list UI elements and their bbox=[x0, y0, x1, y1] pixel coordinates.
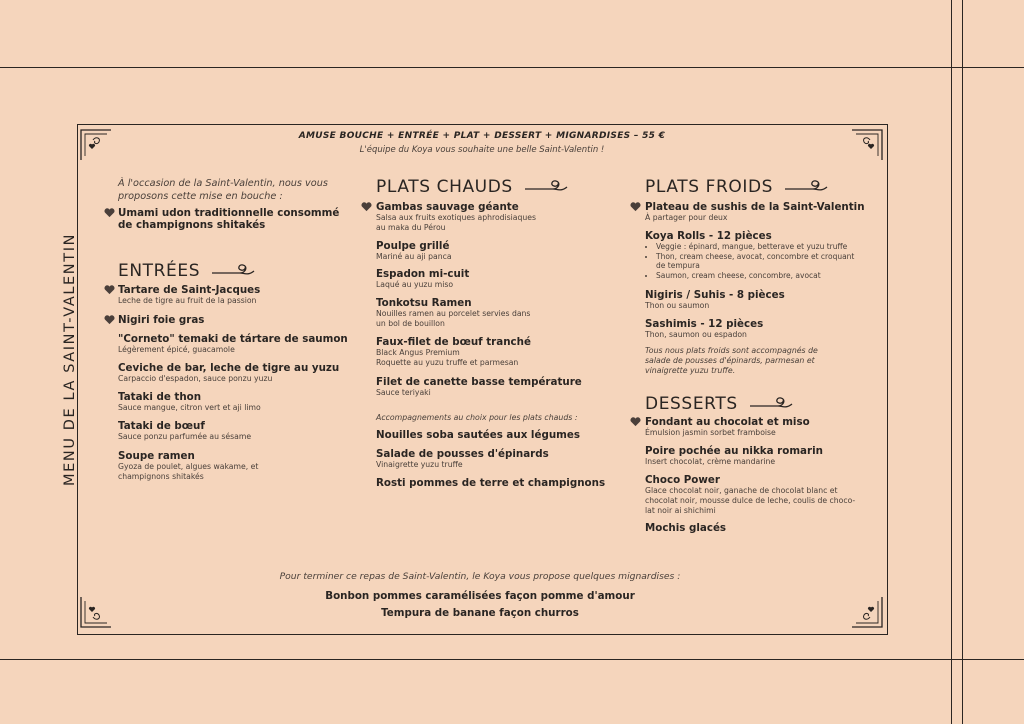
dessert-desc: Glace chocolat noir, ganache de chocolat blanc et bbox=[645, 486, 838, 495]
plat-chaud-desc-2: au maka du Pérou bbox=[376, 223, 446, 232]
heart-icon bbox=[104, 284, 115, 295]
entree-desc: Carpaccio d'espadon, sauce ponzu yuzu bbox=[118, 374, 273, 383]
entree-desc: Légèrement épicé, guacamole bbox=[118, 345, 235, 354]
plat-chaud-name: Filet de canette basse température bbox=[376, 376, 582, 388]
dessert-desc: Insert chocolat, crème mandarine bbox=[645, 457, 776, 466]
plat-chaud-desc: Nouilles ramen au porcelet servies dans bbox=[376, 309, 531, 318]
entree-desc: Sauce mangue, citron vert et aji limo bbox=[118, 403, 261, 412]
plat-chaud-desc-2: Roquette au yuzu truffe et parmesan bbox=[376, 358, 519, 367]
section-title-entrees bbox=[118, 261, 258, 281]
entree-name: Tataki de thon bbox=[118, 391, 202, 403]
plats-froids-title: PLATS FROIDS bbox=[645, 177, 774, 197]
bottom-rule bbox=[0, 659, 1024, 660]
entree-desc: Sauce ponzu parfumée au sésame bbox=[118, 432, 252, 441]
dessert-name: Mochis glacés bbox=[645, 522, 727, 534]
entree-desc: Gyoza de poulet, algues wakame, et bbox=[118, 462, 259, 471]
right-rule-2 bbox=[962, 0, 963, 724]
plat-chaud-name: Tonkotsu Ramen bbox=[376, 297, 472, 309]
plat-chaud-name: Espadon mi-cuit bbox=[376, 268, 470, 280]
sides-note: Accompagnements au choix pour les plats chauds : bbox=[376, 413, 578, 422]
swirl-ornament-icon bbox=[210, 263, 258, 279]
mignardises-intro: Pour terminer ce repas de Saint-Valentin, le Koya vous propose quelques mignardises : bbox=[279, 571, 681, 582]
swirl-ornament-icon bbox=[748, 396, 796, 412]
dessert-desc-2: chocolat noir, mousse dulce de leche, coulis de choco- bbox=[645, 496, 856, 505]
side-name: Nouilles soba sautées aux légumes bbox=[376, 429, 580, 441]
plat-chaud-desc: Sauce teriyaki bbox=[376, 388, 431, 397]
mignardise-item: Bonbon pommes caramélisées façon pomme d'amour bbox=[325, 590, 635, 602]
heart-icon bbox=[104, 314, 115, 325]
heart-icon bbox=[361, 201, 372, 212]
wish-line: L'équipe du Koya vous souhaite une belle Saint-Valentin ! bbox=[359, 145, 605, 155]
list-item: • Saumon, cream cheese, concombre, avocat bbox=[656, 271, 854, 281]
amuse-intro-1: À l'occasion de la Saint-Valentin, nous vous bbox=[118, 178, 328, 189]
dessert-name: Fondant au chocolat et miso bbox=[645, 416, 810, 428]
plat-chaud-name: Faux-filet de bœuf tranché bbox=[376, 336, 531, 348]
entrees-title: ENTRÉES bbox=[118, 261, 201, 281]
side-title: MENU DE LA SAINT-VALENTIN bbox=[62, 232, 78, 486]
entree-name: Tataki de bœuf bbox=[118, 420, 205, 432]
side-desc: Vinaigrette yuzu truffe bbox=[376, 460, 463, 469]
heart-icon bbox=[630, 416, 641, 427]
koya-rolls-list bbox=[645, 242, 854, 280]
plats-froids-note-3: vinaigrette yuzu truffe. bbox=[645, 366, 736, 375]
desserts-title: DESSERTS bbox=[645, 394, 738, 414]
amuse-item-1: Umami udon traditionnelle consommé bbox=[118, 207, 340, 219]
plat-chaud-desc: Laqué au yuzu miso bbox=[376, 280, 454, 289]
corner-ornament-bl bbox=[79, 595, 115, 631]
entree-name: Nigiri foie gras bbox=[118, 314, 205, 326]
dessert-name: Poire pochée au nikka romarin bbox=[645, 445, 823, 457]
plat-froid-name: Sashimis - 12 pièces bbox=[645, 318, 764, 330]
side-name: Salade de pousses d'épinards bbox=[376, 448, 549, 460]
section-title-plats-chauds bbox=[376, 177, 571, 197]
right-rule-1 bbox=[951, 0, 952, 724]
swirl-ornament-icon bbox=[523, 179, 571, 195]
plat-chaud-name: Poulpe grillé bbox=[376, 240, 450, 252]
corner-ornament-br bbox=[848, 595, 884, 631]
plat-froid-name: Plateau de sushis de la Saint-Valentin bbox=[645, 201, 865, 213]
dessert-name: Choco Power bbox=[645, 474, 720, 486]
plat-froid-desc: À partager pour deux bbox=[645, 213, 728, 222]
list-item: • Veggie : épinard, mangue, betterave et yuzu truffe bbox=[656, 242, 854, 252]
plat-chaud-desc: Salsa aux fruits exotiques aphrodisiaques bbox=[376, 213, 537, 222]
mignardise-item: Tempura de banane façon churros bbox=[381, 607, 579, 619]
plats-chauds-title: PLATS CHAUDS bbox=[376, 177, 513, 197]
section-title-desserts bbox=[645, 394, 796, 414]
amuse-item-2: de champignons shitakés bbox=[118, 219, 266, 231]
top-rule bbox=[0, 67, 1024, 68]
formula-line: AMUSE BOUCHE + ENTRÉE + PLAT + DESSERT + MIGNARDISES – 55 € bbox=[298, 131, 666, 141]
entree-desc: Leche de tigre au fruit de la passion bbox=[118, 296, 257, 305]
dessert-desc: Émulsion jasmin sorbet framboise bbox=[645, 428, 776, 437]
list-item bbox=[656, 252, 854, 271]
heart-icon bbox=[104, 207, 115, 218]
plat-froid-desc: Thon, saumon ou espadon bbox=[645, 330, 747, 339]
plat-chaud-desc: Mariné au aji panca bbox=[376, 252, 452, 261]
side-name: Rosti pommes de terre et champignons bbox=[376, 477, 606, 489]
swirl-ornament-icon bbox=[783, 179, 831, 195]
section-title-plats-froids bbox=[645, 177, 831, 197]
plats-froids-note-1: Tous nous plats froids sont accompagnés de bbox=[645, 346, 818, 355]
plat-froid-name: Koya Rolls - 12 pièces bbox=[645, 230, 772, 242]
plat-froid-desc: Thon ou saumon bbox=[645, 301, 710, 310]
list-item-text: Thon, cream cheese, avocat, concombre et croquant bbox=[656, 251, 855, 261]
heart-icon bbox=[630, 201, 641, 212]
dessert-desc-3: lat noir ai shichimi bbox=[645, 506, 716, 515]
list-item-cont: de tempura bbox=[656, 261, 700, 270]
plat-chaud-desc-2: un bol de bouillon bbox=[376, 319, 445, 328]
entree-name: Ceviche de bar, leche de tigre au yuzu bbox=[118, 362, 340, 374]
entree-name: "Corneto" temaki de tártare de saumon bbox=[118, 333, 348, 345]
plat-chaud-desc: Black Angus Premium bbox=[376, 348, 460, 357]
plats-froids-note-2: salade de pousses d'épinards, parmesan et bbox=[645, 356, 815, 365]
entree-name: Tartare de Saint-Jacques bbox=[118, 284, 261, 296]
amuse-intro-2: proposons cette mise en bouche : bbox=[118, 191, 283, 202]
plat-chaud-name: Gambas sauvage géante bbox=[376, 201, 519, 213]
entree-name: Soupe ramen bbox=[118, 450, 195, 462]
plat-froid-name: Nigiris / Suhis - 8 pièces bbox=[645, 289, 785, 301]
entree-desc-2: champignons shitakés bbox=[118, 472, 204, 481]
